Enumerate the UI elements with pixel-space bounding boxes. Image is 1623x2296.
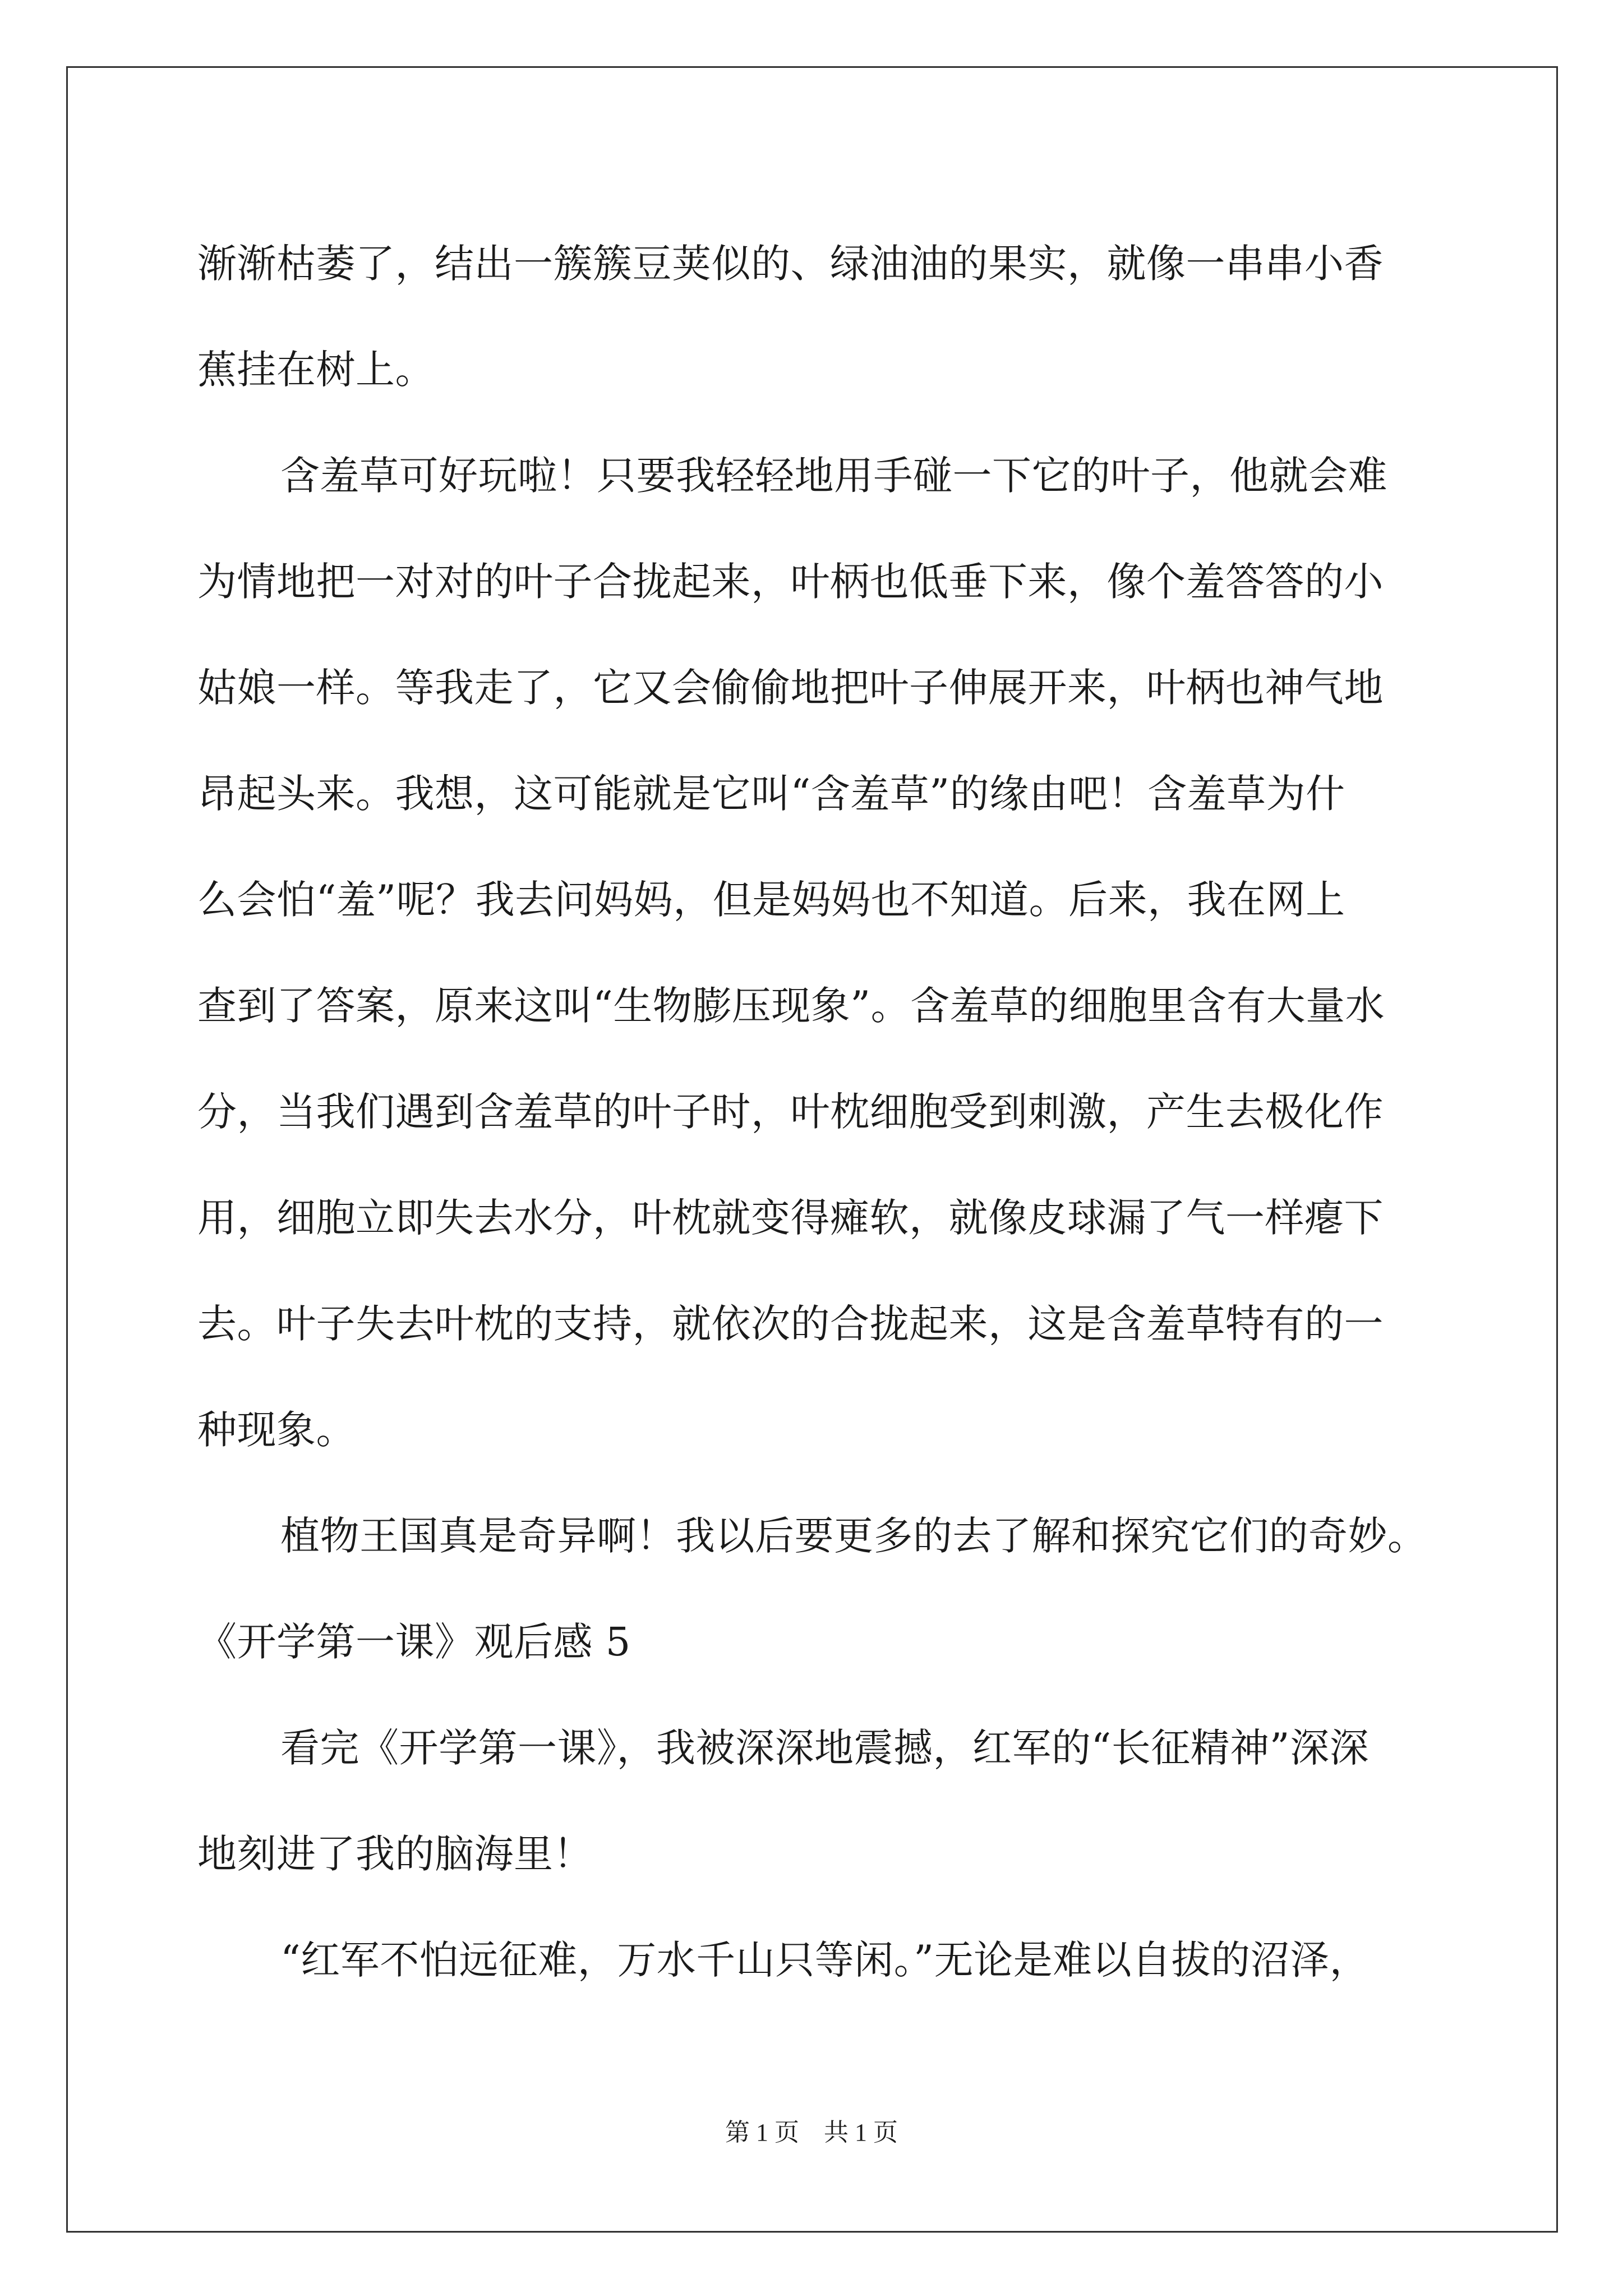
text-line: 姑娘一样。等我走了，它又会偷偷地把叶子伸展开来，叶柄也神气地 xyxy=(197,665,1384,711)
text-line: 含羞草可好玩啦！只要我轻轻地用手碰一下它的叶子，他就会难 xyxy=(280,453,1387,499)
text-line: 地刻进了我的脑海里！ xyxy=(197,1831,593,1877)
text-line: 查到了答案，原来这叫“生物膨压现象”。含羞草的细胞里含有大量水 xyxy=(197,983,1385,1029)
document-body xyxy=(197,211,1431,2013)
section-heading: 《开学第一课》观后感 5 xyxy=(197,1619,631,1665)
page-number: 第 1 页 共 1 页 xyxy=(725,2119,898,2146)
text-line: 为情地把一对对的叶子合拢起来，叶柄也低垂下来，像个羞答答的小 xyxy=(197,559,1384,605)
text-line: 么会怕“羞”呢？我去问妈妈，但是妈妈也不知道。后来，我在网上 xyxy=(197,877,1345,923)
text-line: 蕉挂在树上。 xyxy=(197,347,435,393)
text-line: 种现象。 xyxy=(197,1407,356,1453)
text-line: 分，当我们遇到含羞草的叶子时，叶枕细胞受到刺激，产生去极化作 xyxy=(197,1089,1384,1135)
text-line: 看完《开学第一课》，我被深深地震撼，红军的“长征精神”深深 xyxy=(280,1725,1370,1771)
text-line: 植物王国真是奇异啊！我以后要更多的去了解和探究它们的奇妙。 xyxy=(280,1513,1427,1559)
text-line: 用，细胞立即失去水分，叶枕就变得瘫软，就像皮球漏了气一样瘪下 xyxy=(197,1195,1384,1241)
text-line: 去。叶子失去叶枕的支持，就依次的合拢起来，这是含羞草特有的一 xyxy=(197,1301,1384,1347)
text-line: 渐渐枯萎了，结出一簇簇豆荚似的、绿油油的果实，就像一串串小香 xyxy=(197,241,1384,287)
text-line: 昂起头来。我想，这可能就是它叫“含羞草”的缘由吧！含羞草为什 xyxy=(197,771,1345,817)
text-line: “红军不怕远征难，万水千山只等闲。”无论是难以自拔的沼泽， xyxy=(280,1937,1370,1983)
